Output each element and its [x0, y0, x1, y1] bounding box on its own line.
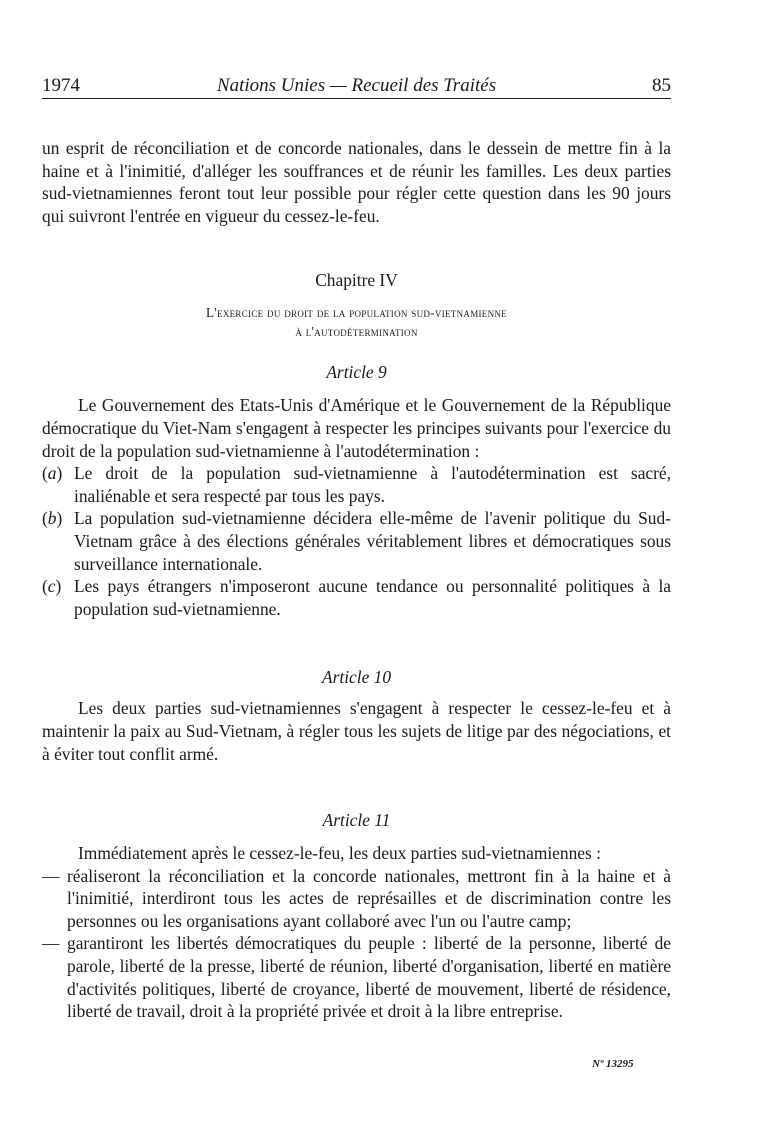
document-number: Nº 13295 [592, 1058, 634, 1070]
article-9-item-b-text: La population sud-vietnamienne décidera elle-même de l'avenir politique du Sud-Vietnam grâce à des élections générales véritablement libres et démocratiques sous surveillance internationale. [74, 508, 671, 574]
article-9-item-a [42, 462, 671, 507]
chapter-subtitle [42, 303, 671, 341]
article-9-intro: Le Gouvernement des Etats-Unis d'Amérique et le Gouvernement de la République démocratique du Viet-Nam s'engagent à respecter les principes suivants pour l'exercice du droit de la population sud-vietnamienne à l'autodétermination : [42, 395, 671, 461]
article-11-intro: Immédiatement après le cessez-le-feu, les deux parties sud-vietnamiennes : [78, 843, 601, 864]
article-9-item-c-text: Les pays étrangers n'imposeront aucune tendance ou personnalité politiques à la population sud-vietnamienne. [74, 576, 671, 619]
chapter-subtitle-line2: à l'autodétermination [295, 324, 418, 340]
article-11-item-1 [42, 865, 671, 933]
running-header [42, 74, 671, 99]
article-11-item-2 [42, 932, 671, 1022]
article-10-title: Article 10 [321, 667, 392, 688]
header-page-number: 85 [652, 75, 671, 96]
dash-marker: — [42, 933, 60, 954]
article-11-item-2-text: garantiront les libertés démocratiques du peuple : liberté de la personne, liberté de parole, liberté de la presse, liberté de réunion, liberté d'organisation, liberté en matière d'activités politiques, liberté de croyance, liberté de mouvement, liberté de résidence, liberté de travail, droit à la propriété privée et droit à la libre entreprise. [67, 933, 671, 1022]
article-9-item-a-text: Le droit de la population sud-vietnamienne à l'autodétermination est sacré, inaliénable et sera respecté par tous les pays. [74, 463, 671, 506]
document-page [42, 74, 671, 1023]
intro-paragraph: un esprit de réconciliation et de concorde nationales, dans le dessein de mettre fin à la haine et à l'inimitié, d'alléger les souffrances et de réunir les familles. Les deux parties sud-vietnamiennes feront tout leur possible pour régler cette question dans les 90 jours qui suivront l'entrée en vigueur du cessez-le-feu. [42, 138, 671, 226]
article-11-title: Article 11 [322, 810, 391, 831]
chapter-subtitle-line1: L'exercice du droit de la population sud-vietnamienne [206, 305, 507, 321]
header-title: Nations Unies — Recueil des Traités [216, 75, 497, 96]
item-marker-a: (a) [42, 463, 63, 484]
dash-marker: — [42, 865, 60, 886]
chapter-title: Chapitre IV [315, 270, 398, 291]
article-11-item-1-text: réaliseront la réconciliation et la concorde nationales, mettront fin à la haine et à l'inimitié, interdiront tous les actes de représailles et de discrimination contre les personnes ou les organisations ayant collaboré avec l'un ou l'autre camp; [67, 865, 671, 931]
article-9-item-c [42, 575, 671, 620]
article-9-title: Article 9 [326, 362, 387, 383]
article-9-item-b [42, 507, 671, 575]
header-year: 1974 [42, 75, 80, 96]
article-10-text: Les deux parties sud-vietnamiennes s'engagent à respecter le cessez-le-feu et à maintenir la paix au Sud-Vietnam, à régler tous les sujets de litige par des négociations, et à éviter tout conflit armé. [42, 698, 671, 764]
item-marker-b: (b) [42, 508, 63, 529]
item-marker-c: (c) [42, 576, 62, 597]
